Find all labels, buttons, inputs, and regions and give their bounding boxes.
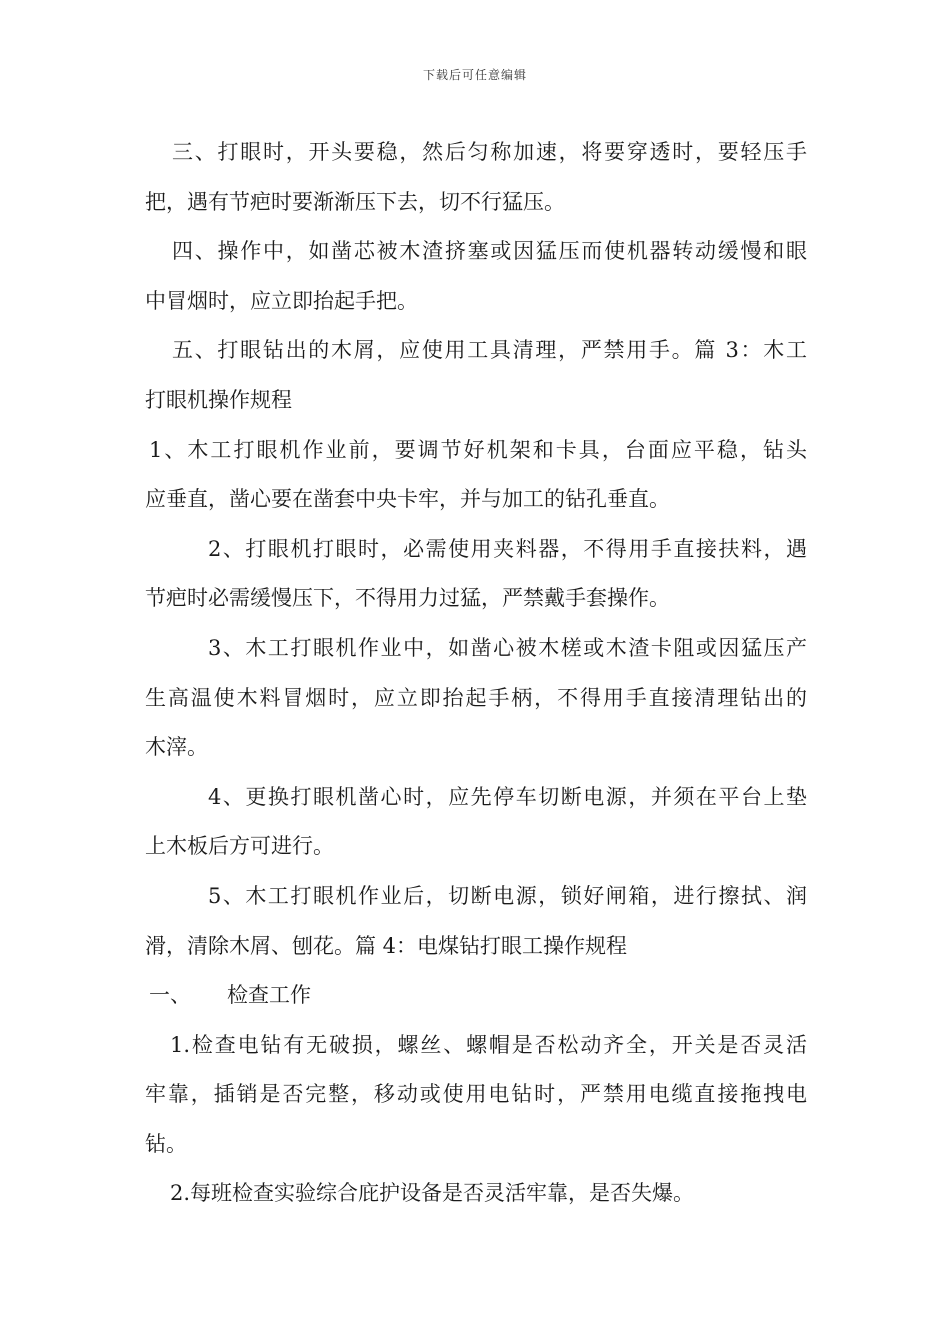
- text-line: 上木板后方可进行。: [145, 834, 334, 859]
- paragraph-check-2: [145, 1169, 807, 1219]
- text-line: 木滓。: [145, 735, 208, 760]
- text-line: 牢靠，插销是否完整，移动或使用电钻时，严禁用电缆直接拖拽电: [145, 1082, 807, 1107]
- text-line: 生高温使木料冒烟时，应立即抬起手柄，不得用手直接清理钻出的: [145, 685, 807, 710]
- text-line: 1.检查电钻有无破损，螺丝、螺帽是否松动齐全，开关是否灵活: [170, 1032, 807, 1057]
- paragraph-item-4: [145, 773, 807, 872]
- paragraph-rule-3: [145, 128, 807, 227]
- text-line: 3、木工打眼机作业中，如凿心被木槎或木渣卡阻或因猛压产: [208, 635, 807, 660]
- paragraph-item-1: [145, 426, 807, 525]
- text-line: 中冒烟时，应立即抬起手把。: [145, 288, 418, 313]
- section-number: 一、: [149, 983, 191, 1008]
- text-line: 4、更换打眼机凿心时，应先停车切断电源，并须在平台上垫: [208, 784, 807, 809]
- text-line: 钻。: [145, 1131, 187, 1156]
- section-title: 检查工作: [227, 983, 311, 1008]
- text-line: 五、打眼钻出的木屑，应使用工具清理，严禁用手。篇 3：木工: [172, 338, 807, 363]
- paragraph-item-3: [145, 624, 807, 773]
- text-line: 三、打眼时，开头要稳，然后匀称加速，将要穿透时，要轻压手: [172, 140, 807, 164]
- document-body: [145, 128, 807, 1219]
- text-line: 1、木工打眼机作业前，要调节好机架和卡具，台面应平稳，钻头: [149, 437, 807, 462]
- text-line: 四、操作中，如凿芯被木渣挤塞或因猛压而使机器转动缓慢和眼: [172, 239, 807, 264]
- page-header: 下载后可任意编辑: [422, 68, 527, 82]
- text-line: 打眼机操作规程: [145, 387, 292, 412]
- text-line: 应垂直，凿心要在凿套中央卡牢，并与加工的钻孔垂直。: [145, 487, 670, 512]
- paragraph-check-1: [145, 1021, 807, 1170]
- paragraph-item-2: [145, 525, 807, 624]
- paragraph-rule-4: [145, 227, 807, 326]
- text-line: 2、打眼机打眼时，必需使用夹料器，不得用手直接扶料，遇: [208, 536, 807, 561]
- text-line: 滑，清除木屑、刨花。篇 4：电煤钻打眼工操作规程: [145, 933, 628, 958]
- section-heading: [145, 971, 807, 1021]
- text-line: 2.每班检查实验综合庇护设备是否灵活牢靠，是否失爆。: [170, 1181, 695, 1206]
- text-line: 节疤时必需缓慢压下，不得用力过猛，严禁戴手套操作。: [145, 586, 670, 611]
- text-line: 5、木工打眼机作业后，切断电源，锁好闸箱，进行擦拭、润: [208, 883, 807, 908]
- text-line: 把，遇有节疤时要渐渐压下去，切不行猛压。: [145, 189, 565, 214]
- paragraph-item-5: [145, 872, 807, 971]
- paragraph-rule-5: [145, 326, 807, 425]
